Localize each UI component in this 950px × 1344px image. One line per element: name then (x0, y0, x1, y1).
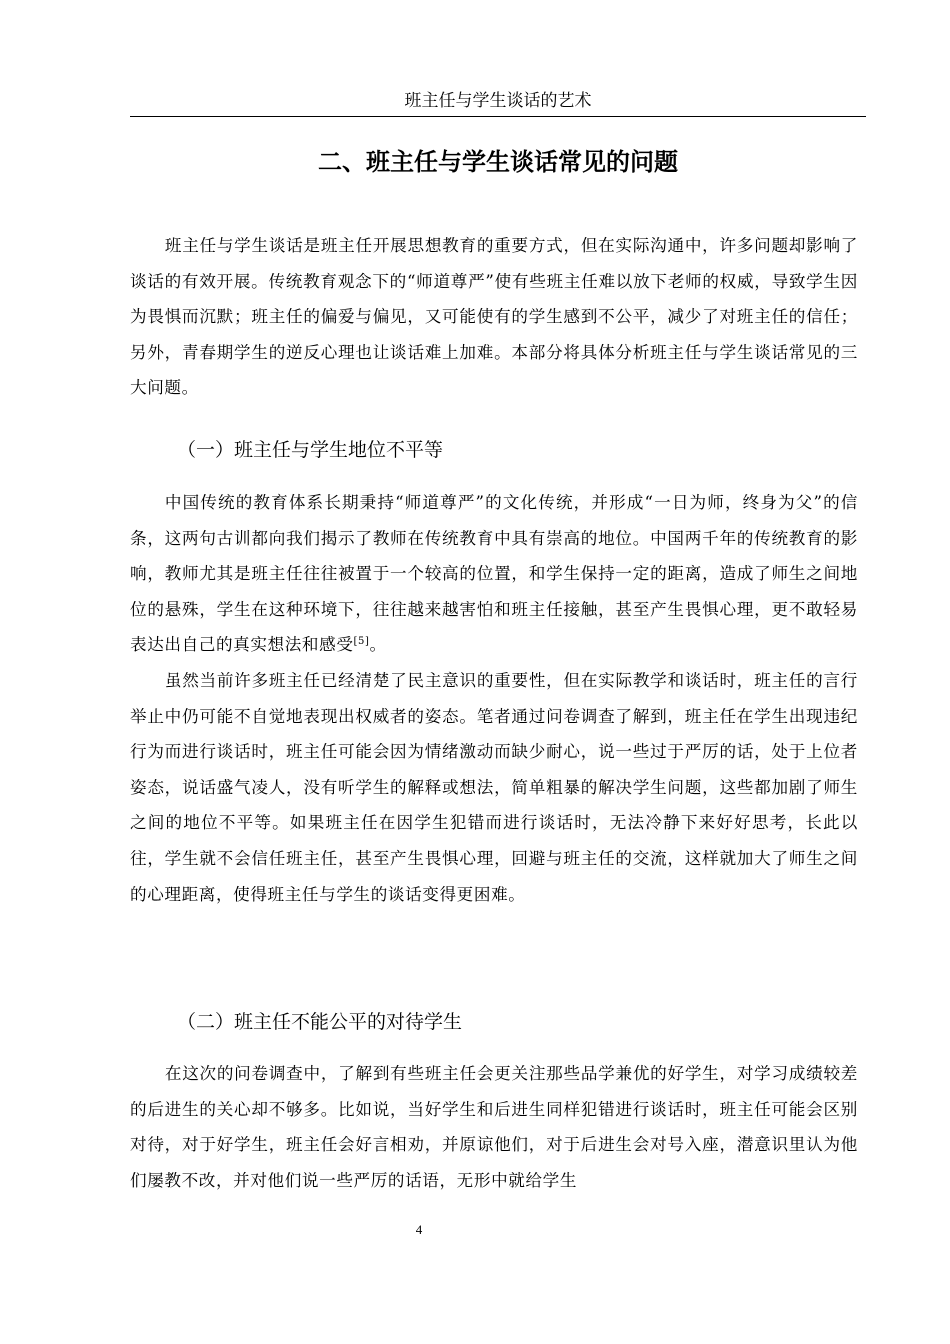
header-divider (130, 116, 866, 117)
section-2-body (130, 1056, 858, 1198)
section-2-paragraph-1: 在这次的问卷调查中，了解到有些班主任会更关注那些品学兼优的好学生，对学习成绩较差的后进生的关心却不够多。比如说，当好学生和后进生同样犯错进行谈话时，班主任可能会区别对待，对于好学生，班主任会好言相劝，并原谅他们，对于后进生会对号入座，潜意识里认为他们屡教不改，并对他们说一些严厉的话语，无形中就给学生 (130, 1064, 858, 1190)
intro-paragraph: 班主任与学生谈话是班主任开展思想教育的重要方式，但在实际沟通中，许多问题却影响了谈话的有效开展。传统教育观念下的“师道尊严”使有些班主任难以放下老师的权威，导致学生因为畏惧而沉默；班主任的偏爱与偏见，又可能使有的学生感到不公平，减少了对班主任的信任；另外，青春期学生的逆反心理也让谈话难上加难。本部分将具体分析班主任与学生谈话常见的三大问题。 (130, 236, 858, 398)
citation-reference: [5] (353, 636, 370, 648)
section-heading-1: （一）班主任与学生地位不平等 (177, 439, 444, 461)
section-1-paragraph-2: 虽然当前许多班主任已经清楚了民主意识的重要性，但在实际教学和谈话时，班主任的言行举止中仍可能不自觉地表现出权威者的姿态。笔者通过问卷调查了解到，班主任在学生出现违纪行为而进行谈话时，班主任可能会因为情绪激动而缺少耐心，说一些过于严厉的话，处于上位者姿态，说话盛气凌人，没有听学生的解释或想法，简单粗暴的解决学生问题，这些都加剧了师生之间的地位不平等。如果班主任在因学生犯错而进行谈话时，无法冷静下来好好思考，长此以往，学生就不会信任班主任，甚至产生畏惧心理，回避与班主任的交流，这样就加大了师生之间的心理距离，使得班主任与学生的谈话变得更困难。 (130, 670, 858, 904)
section-1-paragraph-1 (130, 485, 858, 663)
page-title: 二、班主任与学生谈话常见的问题 (318, 148, 678, 176)
section-1-paragraph-1-text: 中国传统的教育体系长期秉持“师道尊严”的文化传统，并形成“一日为师，终身为父”的信条，这两句古训都向我们揭示了教师在传统教育中具有崇高的地位。中国两千年的传统教育的影响，教师尤其是班主任往往被置于一个较高的位置，和学生保持一定的距离，造成了师生之间地位的悬殊，学生在这种环境下，往往越来越害怕和班主任接触，甚至产生畏惧心理，更不敢轻易表达出自己的真实想法和感受 (130, 493, 858, 655)
page-number: 4 (415, 1222, 423, 1237)
section-1-body (130, 485, 858, 912)
section-1-paragraph-1-end: 。 (369, 635, 387, 655)
running-header-title: 班主任与学生谈话的艺术 (404, 91, 592, 111)
section-heading-2: （二）班主任不能公平的对待学生 (177, 1011, 463, 1033)
intro-section (130, 228, 858, 406)
